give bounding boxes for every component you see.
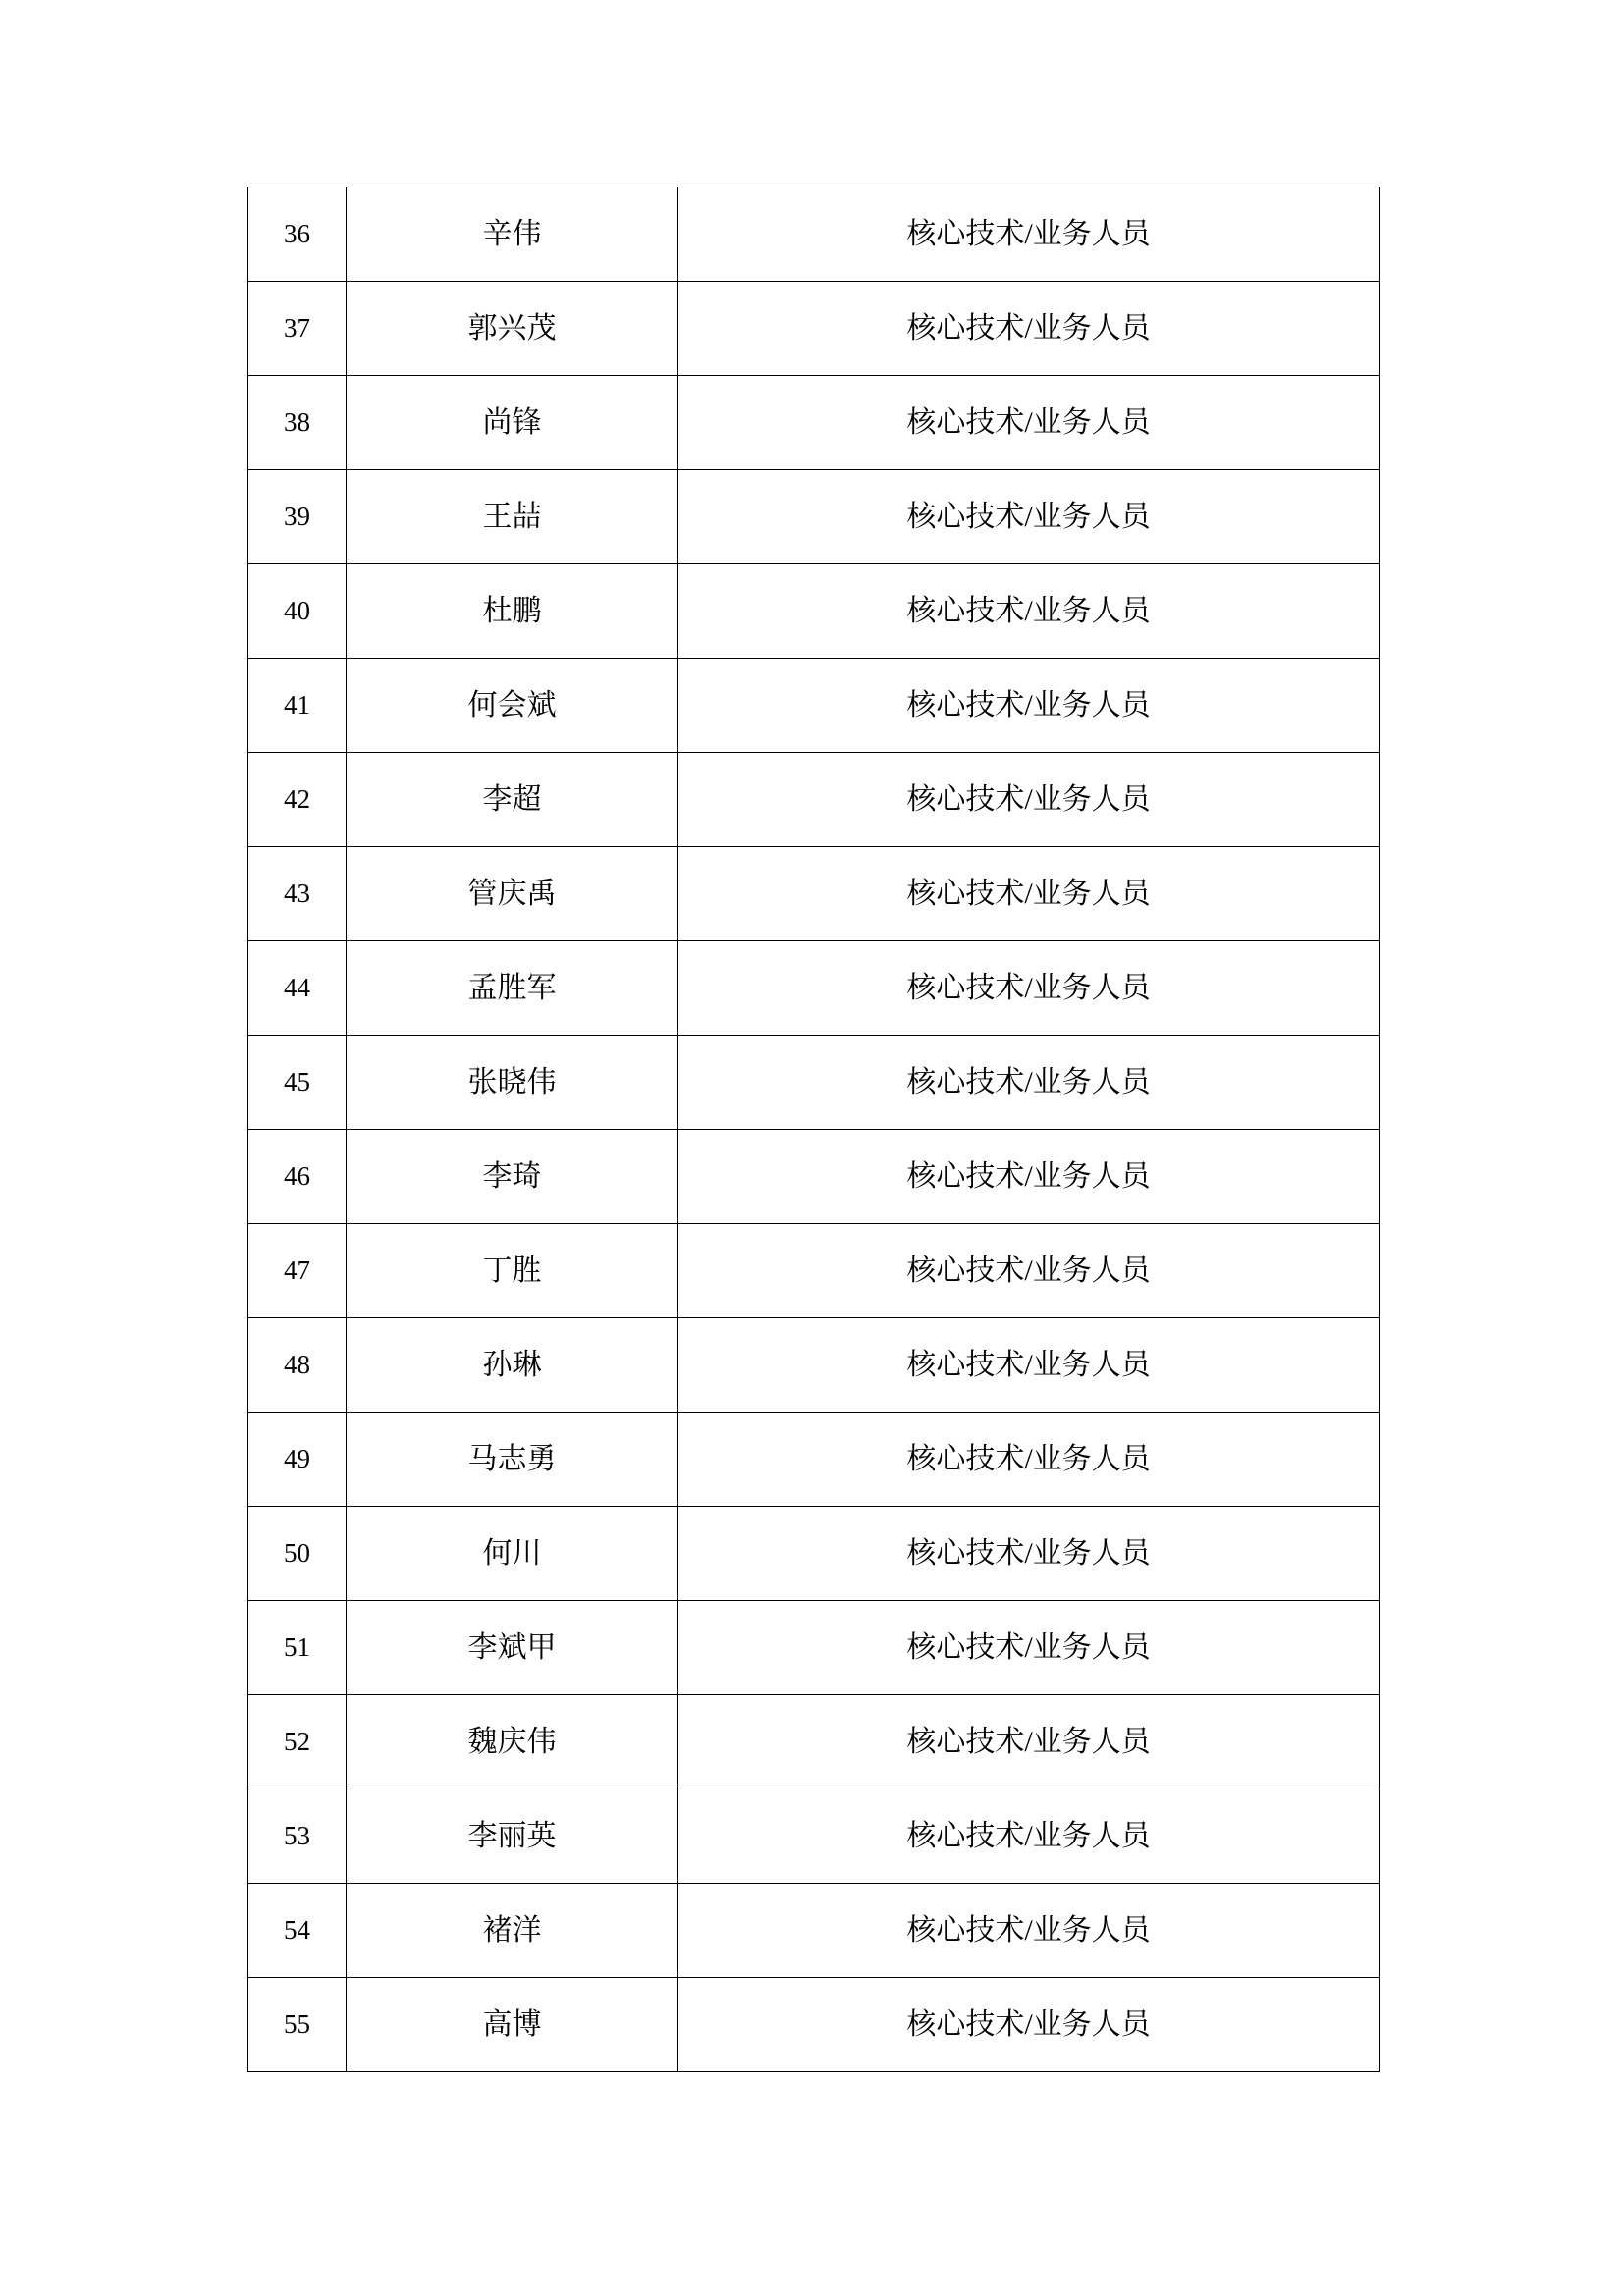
cell-index: 37 — [248, 282, 347, 376]
cell-name: 马志勇 — [347, 1413, 678, 1507]
table-row — [248, 1789, 1380, 1884]
cell-name: 丁胜 — [347, 1224, 678, 1318]
personnel-table — [247, 187, 1380, 2072]
cell-name: 李丽英 — [347, 1789, 678, 1884]
cell-name: 尚锋 — [347, 376, 678, 470]
cell-role: 核心技术/业务人员 — [678, 1413, 1380, 1507]
cell-role: 核心技术/业务人员 — [678, 1318, 1380, 1413]
table-row — [248, 753, 1380, 847]
cell-role: 核心技术/业务人员 — [678, 1601, 1380, 1695]
cell-role: 核心技术/业务人员 — [678, 753, 1380, 847]
table-row — [248, 1507, 1380, 1601]
table-row — [248, 1978, 1380, 2072]
cell-index: 44 — [248, 941, 347, 1036]
cell-role: 核心技术/业务人员 — [678, 1884, 1380, 1978]
cell-role: 核心技术/业务人员 — [678, 376, 1380, 470]
cell-name: 管庆禹 — [347, 847, 678, 941]
cell-index: 43 — [248, 847, 347, 941]
table-row — [248, 659, 1380, 753]
table-row — [248, 1224, 1380, 1318]
cell-role: 核心技术/业务人员 — [678, 187, 1380, 282]
table-row — [248, 1601, 1380, 1695]
cell-index: 50 — [248, 1507, 347, 1601]
table-row — [248, 376, 1380, 470]
cell-name: 辛伟 — [347, 187, 678, 282]
cell-role: 核心技术/业务人员 — [678, 1130, 1380, 1224]
cell-name: 杜鹏 — [347, 564, 678, 659]
cell-role: 核心技术/业务人员 — [678, 1695, 1380, 1789]
cell-index: 52 — [248, 1695, 347, 1789]
table-row — [248, 564, 1380, 659]
cell-name: 郭兴茂 — [347, 282, 678, 376]
cell-name: 魏庆伟 — [347, 1695, 678, 1789]
cell-role: 核心技术/业务人员 — [678, 1978, 1380, 2072]
cell-index: 46 — [248, 1130, 347, 1224]
cell-role: 核心技术/业务人员 — [678, 470, 1380, 564]
cell-index: 38 — [248, 376, 347, 470]
cell-index: 48 — [248, 1318, 347, 1413]
cell-name: 张晓伟 — [347, 1036, 678, 1130]
cell-index: 54 — [248, 1884, 347, 1978]
table-row — [248, 1036, 1380, 1130]
cell-index: 41 — [248, 659, 347, 753]
table-row — [248, 1884, 1380, 1978]
cell-name: 何川 — [347, 1507, 678, 1601]
cell-role: 核心技术/业务人员 — [678, 847, 1380, 941]
cell-name: 李琦 — [347, 1130, 678, 1224]
cell-role: 核心技术/业务人员 — [678, 941, 1380, 1036]
cell-name: 高博 — [347, 1978, 678, 2072]
table-row — [248, 1130, 1380, 1224]
cell-index: 45 — [248, 1036, 347, 1130]
cell-index: 42 — [248, 753, 347, 847]
table-row — [248, 282, 1380, 376]
personnel-table-container — [247, 187, 1379, 2072]
cell-index: 53 — [248, 1789, 347, 1884]
cell-index: 55 — [248, 1978, 347, 2072]
cell-name: 褚洋 — [347, 1884, 678, 1978]
table-row — [248, 1695, 1380, 1789]
cell-name: 王喆 — [347, 470, 678, 564]
table-row — [248, 187, 1380, 282]
cell-role: 核心技术/业务人员 — [678, 1224, 1380, 1318]
cell-name: 孙琳 — [347, 1318, 678, 1413]
cell-role: 核心技术/业务人员 — [678, 282, 1380, 376]
cell-name: 李超 — [347, 753, 678, 847]
cell-role: 核心技术/业务人员 — [678, 1036, 1380, 1130]
cell-role: 核心技术/业务人员 — [678, 1789, 1380, 1884]
cell-index: 36 — [248, 187, 347, 282]
table-row — [248, 1318, 1380, 1413]
table-row — [248, 1413, 1380, 1507]
cell-index: 39 — [248, 470, 347, 564]
cell-index: 40 — [248, 564, 347, 659]
table-row — [248, 941, 1380, 1036]
cell-name: 李斌甲 — [347, 1601, 678, 1695]
cell-name: 孟胜军 — [347, 941, 678, 1036]
cell-role: 核心技术/业务人员 — [678, 659, 1380, 753]
table-row — [248, 847, 1380, 941]
cell-role: 核心技术/业务人员 — [678, 1507, 1380, 1601]
personnel-table-body — [248, 187, 1380, 2072]
cell-name: 何会斌 — [347, 659, 678, 753]
table-row — [248, 470, 1380, 564]
cell-index: 49 — [248, 1413, 347, 1507]
cell-index: 51 — [248, 1601, 347, 1695]
cell-role: 核心技术/业务人员 — [678, 564, 1380, 659]
cell-index: 47 — [248, 1224, 347, 1318]
